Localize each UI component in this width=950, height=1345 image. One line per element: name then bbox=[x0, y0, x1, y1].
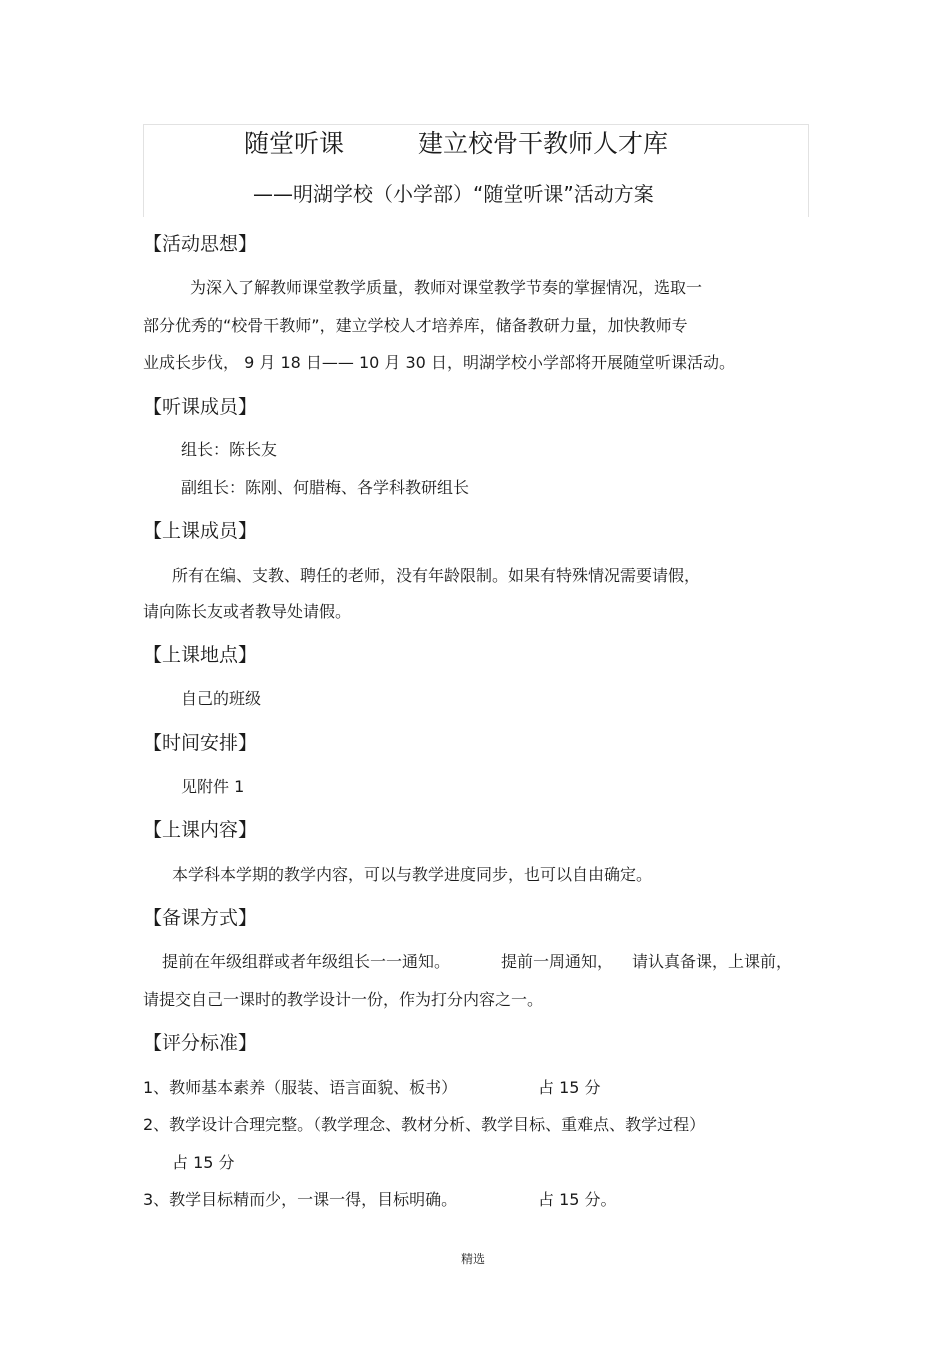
idea-line-1: 为深入了解教师课堂教学质量，教师对课堂教学节奏的掌握情况，选取一 bbox=[190, 278, 703, 297]
scoring-item-1-score: 占 15 分 bbox=[538, 1078, 601, 1097]
listeners-leader: 组长：陈长友 bbox=[181, 440, 278, 459]
location-text: 自己的班级 bbox=[181, 689, 262, 708]
content-text: 本学科本学期的教学内容，可以与教学进度同步，也可以自由确定。 bbox=[172, 865, 653, 884]
scoring-item-3: 3、教学目标精而少，一课一得，目标明确。 bbox=[143, 1190, 458, 1209]
idea-line-3: 业成长步伐， 9 月 18 日—— 10 月 30 日，明湖学校小学部将开展随堂听课活动。 bbox=[143, 353, 735, 372]
title-part2: 建立校骨干教师人才库 bbox=[418, 129, 669, 158]
heading-content: 【上课内容】 bbox=[143, 819, 258, 841]
heading-prep: 【备课方式】 bbox=[143, 907, 258, 929]
prep-line-2: 请提交自己一课时的教学设计一份，作为打分内容之一。 bbox=[143, 990, 544, 1009]
heading-listeners: 【听课成员】 bbox=[143, 396, 258, 418]
idea-line-2: 部分优秀的“校骨干教师”，建立学校人才培养库，储备教研力量，加快教师专 bbox=[143, 316, 688, 335]
scoring-item-1: 1、教师基本素养（服装、语言面貌、板书） bbox=[143, 1078, 458, 1097]
heading-schedule: 【时间安排】 bbox=[143, 732, 258, 754]
heading-teachers: 【上课成员】 bbox=[143, 520, 258, 542]
teachers-line-1: 所有在编、支教、聘任的老师，没有年龄限制。如果有特殊情况需要请假， bbox=[172, 566, 701, 585]
scoring-item-3-score: 占 15 分。 bbox=[538, 1190, 617, 1209]
teachers-line-2: 请向陈长友或者教导处请假。 bbox=[143, 602, 352, 621]
prep-line-1c: 请认真备课，上课前， bbox=[632, 952, 793, 971]
title-part1: 随堂听课 bbox=[244, 129, 345, 158]
heading-scoring: 【评分标准】 bbox=[143, 1032, 258, 1054]
schedule-text: 见附件 1 bbox=[181, 777, 245, 796]
listeners-deputy: 副组长：陈刚、何腊梅、各学科教研组长 bbox=[181, 478, 470, 497]
footer-label: 精选 bbox=[461, 1252, 486, 1266]
heading-location: 【上课地点】 bbox=[143, 644, 258, 666]
scoring-item-2: 2、教学设计合理完整。（教学理念、教材分析、教学目标、重难点、教学过程） bbox=[143, 1115, 706, 1134]
prep-line-1a: 提前在年级组群或者年级组长一一通知。 bbox=[162, 952, 451, 971]
subtitle: ——明湖学校（小学部）“随堂听课”活动方案 bbox=[253, 182, 654, 206]
heading-idea: 【活动思想】 bbox=[143, 233, 258, 255]
scoring-item-2-score: 占 15 分 bbox=[172, 1153, 235, 1172]
prep-line-1b: 提前一周通知， bbox=[501, 952, 614, 971]
